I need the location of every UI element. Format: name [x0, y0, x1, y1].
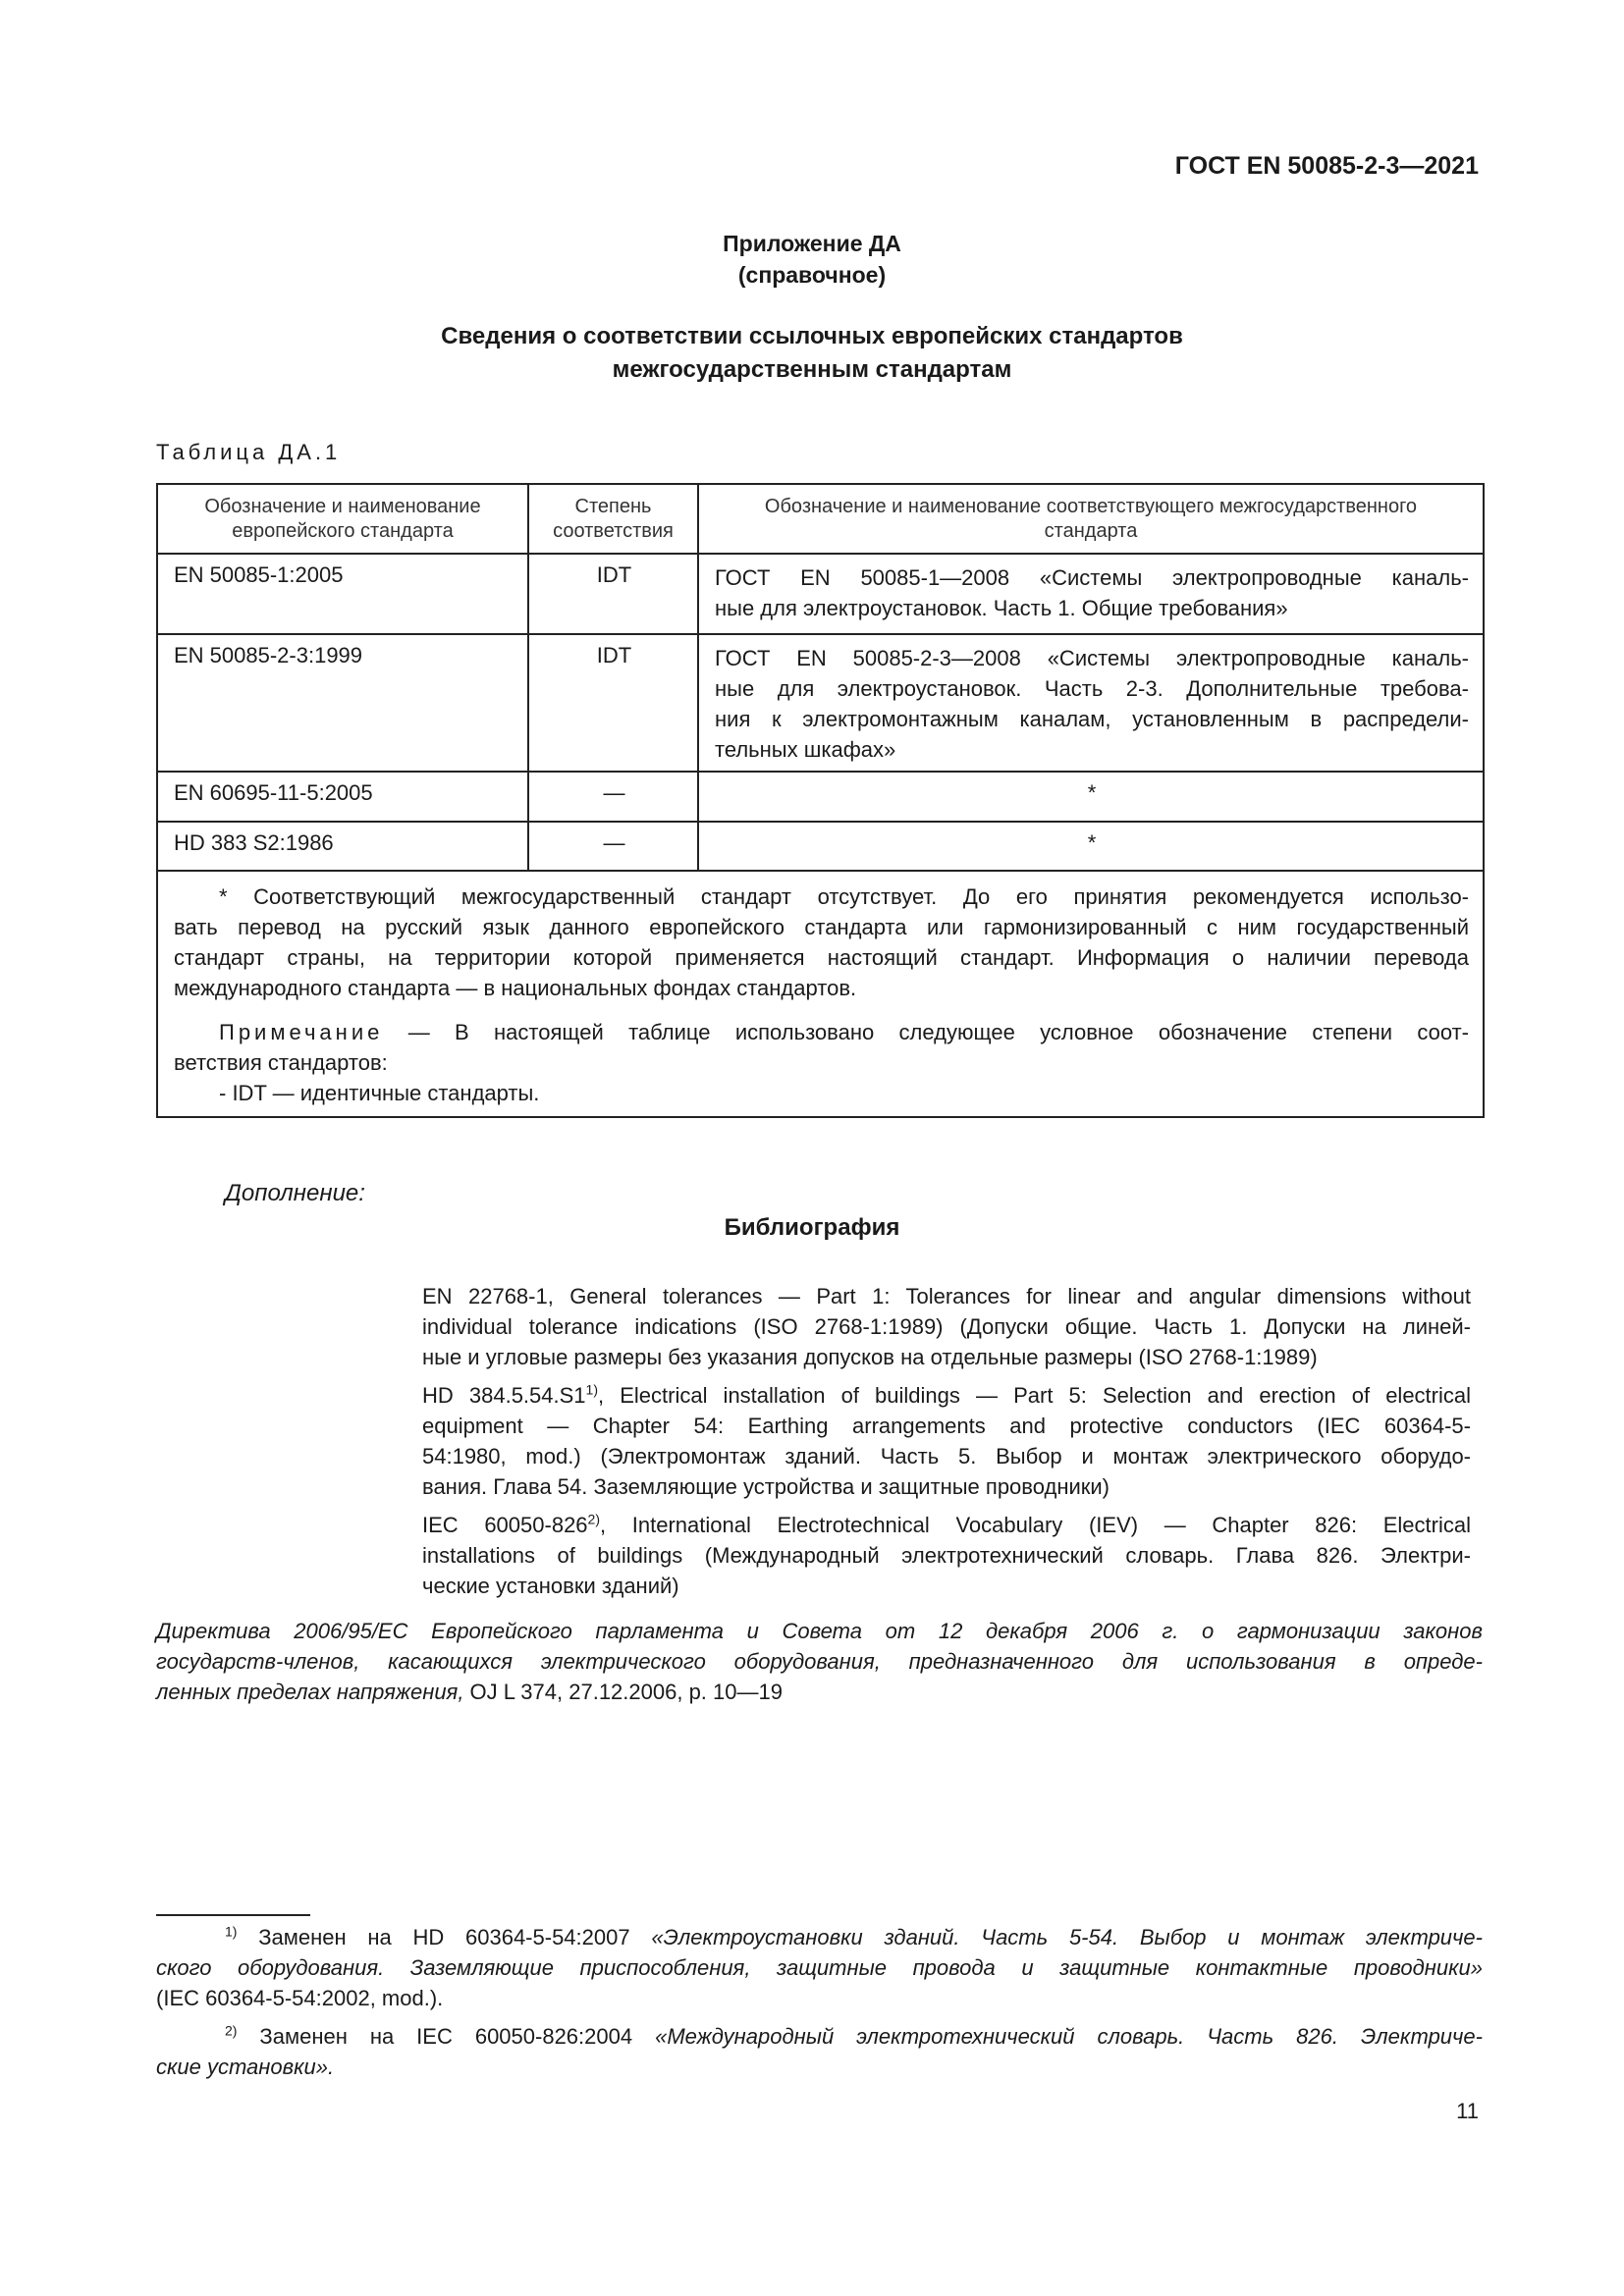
appendix-subtitle: (справочное) — [737, 262, 887, 288]
footnote-divider — [156, 1914, 310, 1916]
bibliography-title: Библиография — [724, 1214, 900, 1241]
table-header-row — [157, 484, 1484, 554]
cell-standard: EN 50085-2-3:1999 — [157, 634, 528, 772]
table-row — [157, 822, 1484, 871]
cell-degree: — — [528, 822, 698, 871]
cell-standard: EN 50085-1:2005 — [157, 554, 528, 634]
column-header-interstate: Обозначение и наименование соответствующего межгосударственного стандарта — [698, 484, 1484, 554]
table-row — [157, 634, 1484, 772]
bibliography-entry: IEC 60050-826$^{2)}$, International Electrotechnical Vocabulary (IEV) — Chapter 826: Electrical installations of buildings (Международный электротехнический словарь. Глава 826. Электри- ческие установки зданий) — [422, 1511, 1471, 1598]
cell-gost: * — [698, 822, 1484, 871]
page-number: 11 — [1456, 2099, 1479, 2123]
table-label: Таблица ДА.1 — [156, 440, 342, 464]
column-header-european: Обозначение и наименование европейского стандарта — [157, 484, 528, 554]
cell-degree: — — [528, 772, 698, 822]
correspondence-table — [156, 483, 1485, 1118]
cell-degree: IDT — [528, 554, 698, 634]
footnotes — [156, 1922, 1483, 2082]
document-number: ГОСТ EN 50085-2-3—2021 — [1174, 152, 1479, 180]
appendix-title: Приложение ДА — [723, 231, 901, 256]
cell-gost: ГОСТ EN 50085-2-3—2008 «Системы электропроводные каналь- ные для электроустановок. Часть 2-3. Дополнительные требова- ния к электромонтажным каналам, установленным в распредели- тельных шкафах» — [698, 634, 1484, 772]
heading-line: Сведения о соответствии ссылочных европейских стандартов — [441, 323, 1183, 349]
directive-entry: Директива 2006/95/ЕС Европейского парламента и Совета от 12 декабря 2006 г. о гармонизации законов государств-членов, касающихся электрического оборудования, предназначенного для использования в опреде- ленных пределах напряжения, OJ L 374, 27.12.2006, p. 10—19 — [156, 1619, 1483, 1704]
table-row — [157, 554, 1484, 634]
column-header-degree: Степень соответствия — [528, 484, 698, 554]
cell-standard: EN 60695-11-5:2005 — [157, 772, 528, 822]
bibliography-entry: HD 384.5.54.S1$^{1)}$, Electrical installation of buildings — Part 5: Selection and erection of electrical equipment — Chapter 54: Earthing arrangements and protective conductors (IEC 60364-5- 54:1980, mod.) (Электромонтаж зданий. Часть 5. Выбор и монтаж электрического оборудо- вания. Глава 54. Заземляющие устройства и защитные проводники) — [422, 1381, 1471, 1499]
bibliography-list — [422, 1281, 1471, 1601]
footnote: $^{2)}$ Заменен на IEC 60050-826:2004 «Международный электротехнический словарь. Часть 826. Электриче- ские установки». — [156, 2022, 1483, 2079]
cell-degree: IDT — [528, 634, 698, 772]
addition-label: Дополнение: — [225, 1180, 365, 1206]
table-footnote: * Соответствующий межгосударственный стандарт отсутствует. До его принятия рекомендуется использо- вать перевод на русский язык данного европейского стандарта или гармонизированный с ним государственный стандарт страны, на территории которой применяется настоящий стандарт. Информация о наличии перевода международного стандарта — в национальных фондах стандартов. Примечание — В настоящей таблице использовано следующее условное обозначение степени соот- ветствия стандартов: - IDT — идентичные стандарты. — [157, 871, 1484, 1117]
appendix-header — [0, 228, 1624, 291]
cell-gost: * — [698, 772, 1484, 822]
cell-gost: ГОСТ EN 50085-1—2008 «Системы электропроводные каналь- ные для электроустановок. Часть 1. Общие требования» — [698, 554, 1484, 634]
appendix-heading — [0, 320, 1624, 387]
cell-standard: HD 383 S2:1986 — [157, 822, 528, 871]
footnote: $^{1)}$ Заменен на HD 60364-5-54:2007 «Электроустановки зданий. Часть 5-54. Выбор и монтаж электриче- ского оборудования. Заземляющие приспособления, защитные провода и защитные контактные проводники» (IEC 60364-5-54:2002, mod.). — [156, 1923, 1483, 2010]
note-label: Примечание — [219, 1020, 384, 1044]
table-footnote-row — [157, 871, 1484, 1117]
table-row — [157, 772, 1484, 822]
bibliography-entry: EN 22768-1, General tolerances — Part 1: Tolerances for linear and angular dimensions without individual tolerance indications (ISO 2768-1:1989) (Допуски общие. Часть 1. Допуски на линей- ные и угловые размеры без указания допусков на отдельные размеры (ISO 2768-1:1989) — [422, 1284, 1471, 1369]
heading-line: межгосударственным стандартам — [612, 356, 1012, 383]
